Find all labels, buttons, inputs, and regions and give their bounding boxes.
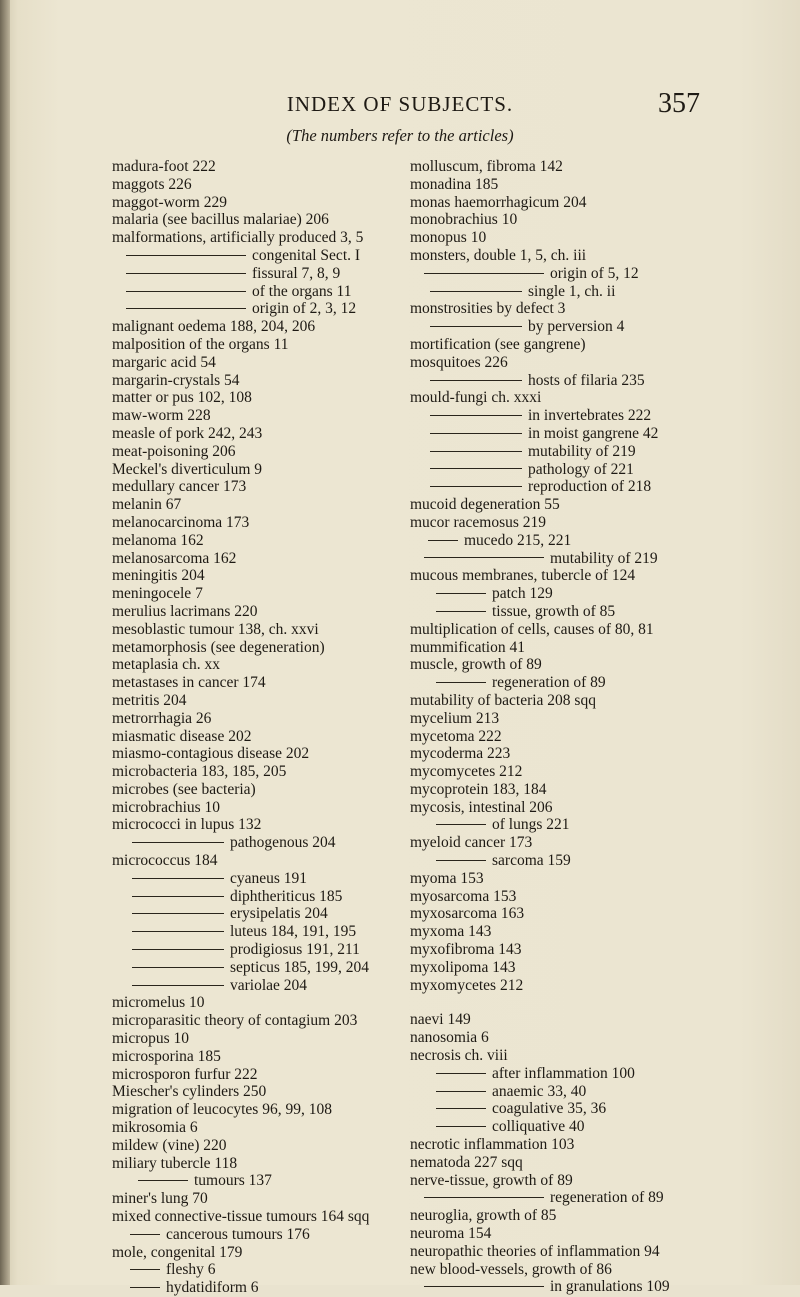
index-entry — [112, 478, 412, 496]
index-entry — [410, 1278, 740, 1296]
index-entry — [410, 1083, 740, 1101]
index-entry-text: miner's lung 70 — [112, 1190, 208, 1208]
index-entry-text: fleshy 6 — [166, 1261, 216, 1279]
index-entry-text: maggots 226 — [112, 175, 192, 193]
index-entry — [112, 745, 412, 763]
index-entry-text: necrotic inflammation 103 — [410, 1136, 575, 1154]
index-entry-text: metamorphosis (see degeneration) — [112, 638, 325, 656]
index-entry-text: mummification 41 — [410, 638, 525, 656]
index-entry — [112, 1208, 412, 1226]
ditto-dash — [424, 273, 544, 274]
index-entry — [410, 977, 740, 995]
index-entry — [112, 585, 412, 603]
index-entry-text: mutability of 219 — [528, 442, 636, 460]
ditto-dash — [436, 1073, 486, 1074]
index-entry-text: malignant oedema 188, 204, 206 — [112, 318, 316, 336]
index-entry-text: measle of pork 242, 243 — [112, 424, 263, 442]
index-entry — [410, 1029, 740, 1047]
index-entry — [410, 229, 740, 247]
index-entry-text: of the organs 11 — [252, 282, 352, 300]
index-entry-text: after inflammation 100 — [492, 1064, 635, 1082]
ditto-dash — [126, 255, 246, 256]
index-entry-text: miasmatic disease 202 — [112, 727, 252, 745]
index-entry — [410, 799, 740, 817]
index-entry — [112, 621, 412, 639]
index-entry-text: of lungs 221 — [492, 816, 570, 834]
index-entry — [112, 194, 412, 212]
index-entry — [112, 639, 412, 657]
index-entry-text: meningocele 7 — [112, 585, 203, 603]
index-entry — [410, 1118, 740, 1136]
index-entry — [112, 1030, 412, 1048]
index-entry — [112, 1244, 412, 1262]
index-entry-text: microsporina 185 — [112, 1047, 221, 1065]
index-column-right — [410, 158, 740, 1296]
index-entry-text: regeneration of 89 — [550, 1189, 664, 1207]
index-entry — [410, 674, 740, 692]
index-entry-text: mikrosomia 6 — [112, 1119, 198, 1137]
index-entry-text: cancerous tumours 176 — [166, 1225, 310, 1243]
index-entry-text: neuroglia, growth of 85 — [410, 1207, 557, 1225]
index-entry — [112, 496, 412, 514]
index-entry-text: monopus 10 — [410, 229, 487, 247]
index-entry-text: metastases in cancer 174 — [112, 674, 266, 692]
index-entry-text: melanocarcinoma 173 — [112, 513, 250, 531]
ditto-dash — [130, 1234, 160, 1235]
index-subtitle: (The numbers refer to the articles) — [286, 126, 514, 145]
index-entry — [112, 1226, 412, 1244]
index-entry-text: mycoderma 223 — [410, 745, 511, 763]
ditto-dash — [126, 308, 246, 309]
index-entry-text: melanin 67 — [112, 496, 182, 514]
index-entry-text: origin of 5, 12 — [550, 264, 639, 282]
index-entry-text: microbacteria 183, 185, 205 — [112, 763, 287, 781]
index-entry-text: monobrachius 10 — [410, 211, 518, 229]
index-entry-text: luteus 184, 191, 195 — [230, 923, 357, 941]
index-entry-text: micromelus 10 — [112, 994, 205, 1012]
index-entry-text: molluscum, fibroma 142 — [410, 158, 563, 175]
index-entry-text: migration of leucocytes 96, 99, 108 — [112, 1101, 332, 1119]
index-entry — [410, 1243, 740, 1261]
index-entry-text: margarin-crystals 54 — [112, 371, 240, 389]
index-entry — [112, 834, 412, 852]
index-entry-text: mould-fungi ch. xxxi — [410, 389, 542, 407]
index-entry-text: sarcoma 159 — [492, 852, 571, 870]
index-entry-text: new blood-vessels, growth of 86 — [410, 1260, 612, 1278]
index-entry — [410, 1172, 740, 1190]
index-entry — [410, 443, 740, 461]
index-entry-text: malposition of the organs 11 — [112, 335, 289, 353]
index-entry — [112, 816, 412, 834]
index-entry — [410, 1207, 740, 1225]
index-entry-text: neuroma 154 — [410, 1225, 492, 1243]
index-entry-text: mildew (vine) 220 — [112, 1136, 227, 1154]
ditto-dash — [130, 1269, 160, 1270]
index-entry-text: reproduction of 218 — [528, 478, 652, 496]
index-entry-text: myxofibroma 143 — [410, 941, 522, 959]
index-entry — [112, 710, 412, 728]
ditto-dash — [436, 682, 486, 683]
ditto-dash — [436, 860, 486, 861]
index-entry — [410, 852, 740, 870]
index-entry-text: nerve-tissue, growth of 89 — [410, 1171, 573, 1189]
index-entry-text: maw-worm 228 — [112, 407, 211, 425]
index-entry — [112, 1101, 412, 1119]
index-entry-text: multiplication of cells, causes of 80, 81 — [410, 620, 654, 638]
index-entry — [112, 532, 412, 550]
index-entry-text: mycelium 213 — [410, 709, 500, 727]
page-number: 357 — [658, 88, 700, 119]
index-entry-text: meningitis 204 — [112, 567, 205, 585]
index-entry — [410, 514, 740, 532]
index-entry-text: mycosis, intestinal 206 — [410, 798, 553, 816]
index-entry-text: microbrachius 10 — [112, 798, 221, 816]
page-binding-shadow — [0, 0, 10, 1285]
ditto-dash — [430, 433, 522, 434]
index-entry-text: micropus 10 — [112, 1030, 190, 1048]
index-entry — [410, 959, 740, 977]
index-entry — [410, 1011, 740, 1029]
ditto-dash — [424, 1197, 544, 1198]
index-entry — [410, 888, 740, 906]
index-entry — [410, 870, 740, 888]
index-entry-text: meat-poisoning 206 — [112, 442, 236, 460]
index-entry-text: mucoid degeneration 55 — [410, 496, 560, 514]
index-entry-text: erysipelatis 204 — [230, 905, 328, 923]
index-entry — [112, 425, 412, 443]
index-entry — [410, 158, 740, 176]
index-entry-text: diphtheriticus 185 — [230, 887, 343, 905]
index-entry — [112, 656, 412, 674]
index-entry — [112, 959, 412, 977]
index-entry-text: mesoblastic tumour 138, ch. xxvi — [112, 620, 319, 638]
index-column-left — [112, 158, 412, 1297]
index-entry-text: monadina 185 — [410, 175, 499, 193]
index-entry — [112, 567, 412, 585]
index-entry-text: malaria (see bacillus malariae) 206 — [112, 211, 329, 229]
index-entry — [112, 674, 412, 692]
ditto-dash — [436, 1108, 486, 1109]
index-entry — [410, 318, 740, 336]
index-entry — [112, 176, 412, 194]
index-entry — [410, 532, 740, 550]
index-entry-text: monstrosities by defect 3 — [410, 300, 566, 318]
index-entry — [112, 870, 412, 888]
index-entry-text: neuropathic theories of inflammation 94 — [410, 1242, 660, 1260]
ditto-dash — [132, 985, 224, 986]
index-entry — [410, 247, 740, 265]
index-entry — [410, 1154, 740, 1172]
index-entry — [410, 461, 740, 479]
index-entry-text: miliary tubercle 118 — [112, 1154, 238, 1172]
ditto-dash — [436, 1091, 486, 1092]
ditto-dash — [424, 557, 544, 558]
ditto-dash — [132, 931, 224, 932]
index-entry-text: anaemic 33, 40 — [492, 1082, 587, 1100]
ditto-dash — [132, 896, 224, 897]
index-entry — [410, 603, 740, 621]
index-entry-text: variolae 204 — [230, 976, 308, 994]
index-entry-text: mixed connective-tissue tumours 164 sqq — [112, 1208, 370, 1226]
ditto-dash — [430, 451, 522, 452]
ditto-dash — [126, 291, 246, 292]
index-entry-text: mucous membranes, tubercle of 124 — [410, 567, 636, 585]
index-entry-text: patch 129 — [492, 585, 553, 603]
index-entry — [410, 941, 740, 959]
index-entry — [112, 1119, 412, 1137]
ditto-dash — [430, 291, 522, 292]
ditto-dash — [436, 611, 486, 612]
index-entry — [410, 194, 740, 212]
index-entry — [112, 728, 412, 746]
index-entry-text: colliquative 40 — [492, 1118, 585, 1136]
ditto-dash — [430, 415, 522, 416]
index-entry-text: tissue, growth of 85 — [492, 602, 616, 620]
index-entry — [112, 407, 412, 425]
index-entry — [410, 478, 740, 496]
index-entry — [410, 496, 740, 514]
index-entry-text: microbes (see bacteria) — [112, 780, 256, 798]
index-entry — [410, 1261, 740, 1279]
index-entry-text: cyaneus 191 — [230, 869, 308, 887]
index-entry-text: pathogenous 204 — [230, 834, 336, 852]
index-entry — [410, 710, 740, 728]
index-entry — [112, 1083, 412, 1101]
index-entry — [410, 585, 740, 603]
index-entry-text: micrococci in lupus 132 — [112, 816, 262, 834]
index-entry — [410, 1225, 740, 1243]
index-entry — [410, 1047, 740, 1065]
index-entry — [410, 176, 740, 194]
index-entry — [410, 745, 740, 763]
ditto-dash — [132, 967, 224, 968]
index-entry-text: monas haemorrhagicum 204 — [410, 193, 587, 211]
index-entry — [410, 923, 740, 941]
index-entry-text: monsters, double 1, 5, ch. iii — [410, 246, 587, 264]
index-entry — [112, 977, 412, 995]
index-entry — [410, 639, 740, 657]
index-entry-text: mortification (see gangrene) — [410, 335, 586, 353]
index-entry — [410, 763, 740, 781]
index-entry-text: medullary cancer 173 — [112, 478, 247, 496]
index-entry — [410, 336, 740, 354]
ditto-dash — [132, 949, 224, 950]
index-entry — [112, 283, 412, 301]
index-entry — [410, 1100, 740, 1118]
index-entry-text: metritis 204 — [112, 691, 187, 709]
index-entry-text: origin of 2, 3, 12 — [252, 300, 357, 318]
ditto-dash — [138, 1180, 188, 1181]
index-entry — [410, 656, 740, 674]
index-entry — [410, 407, 740, 425]
index-entry — [112, 354, 412, 372]
index-entry — [410, 692, 740, 710]
index-entry-text: septicus 185, 199, 204 — [230, 958, 370, 976]
index-entry-text: microparasitic theory of contagium 203 — [112, 1012, 358, 1030]
index-entry-text: in moist gangrene 42 — [528, 424, 659, 442]
index-entry-text: pathology of 221 — [528, 460, 634, 478]
index-entry-text: melanosarcoma 162 — [112, 549, 237, 567]
index-entry — [112, 1279, 412, 1297]
index-entry — [112, 1155, 412, 1173]
index-entry-text: tumours 137 — [194, 1172, 272, 1190]
index-entry — [112, 336, 412, 354]
index-entry — [410, 834, 740, 852]
index-entry-text: margaric acid 54 — [112, 353, 216, 371]
index-entry-text: mucor racemosus 219 — [410, 513, 547, 531]
index-entry — [112, 514, 412, 532]
index-entry-text: nanosomia 6 — [410, 1029, 489, 1047]
ditto-dash — [436, 824, 486, 825]
index-entry — [410, 1065, 740, 1083]
index-entry — [112, 1137, 412, 1155]
ditto-dash — [132, 842, 224, 843]
ditto-dash — [436, 593, 486, 594]
index-entry-text: matter or pus 102, 108 — [112, 389, 252, 407]
index-entry-text: myxoma 143 — [410, 923, 492, 941]
ditto-dash — [132, 878, 224, 879]
index-entry — [112, 550, 412, 568]
index-entry — [112, 923, 412, 941]
index-entry-text: mutability of bacteria 208 sqq — [410, 691, 596, 709]
index-entry-text: nematoda 227 sqq — [410, 1153, 523, 1171]
index-entry — [112, 852, 412, 870]
ditto-dash — [424, 1286, 544, 1287]
index-entry-text: myoma 153 — [410, 869, 484, 887]
index-entry — [410, 354, 740, 372]
ditto-dash — [430, 380, 522, 381]
index-entry — [112, 1048, 412, 1066]
index-entry-text: mycoprotein 183, 184 — [410, 780, 547, 798]
index-entry — [410, 1189, 740, 1207]
index-entry-text: in granulations 109 — [550, 1278, 670, 1296]
index-entry — [410, 816, 740, 834]
index-entry — [112, 603, 412, 621]
index-entry — [410, 283, 740, 301]
index-entry-text: melanoma 162 — [112, 531, 204, 549]
index-entry — [112, 300, 412, 318]
index-entry — [112, 443, 412, 461]
index-entry-text: malformations, artificially produced 3, 5 — [112, 229, 364, 247]
page-title: INDEX OF SUBJECTS. — [286, 92, 514, 116]
page-header — [0, 88, 800, 122]
index-entry — [410, 425, 740, 443]
index-entry — [112, 799, 412, 817]
index-entry — [410, 265, 740, 283]
ditto-dash — [130, 1287, 160, 1288]
index-entry-text: fissural 7, 8, 9 — [252, 264, 341, 282]
index-entry — [112, 888, 412, 906]
index-entry-text: merulius lacrimans 220 — [112, 602, 258, 620]
index-entry — [410, 550, 740, 568]
index-entry — [112, 265, 412, 283]
index-entry — [410, 1136, 740, 1154]
index-entry-text: necrosis ch. viii — [410, 1047, 508, 1065]
index-entry — [112, 1012, 412, 1030]
ditto-dash — [430, 486, 522, 487]
index-entry — [410, 905, 740, 923]
ditto-dash — [430, 326, 522, 327]
index-entry — [112, 318, 412, 336]
index-entry-text: metrorrhagia 26 — [112, 709, 212, 727]
index-entry — [112, 389, 412, 407]
index-entry — [112, 158, 412, 176]
index-entry-text: prodigiosus 191, 211 — [230, 941, 360, 959]
index-entry — [410, 372, 740, 390]
index-entry-text: mutability of 219 — [550, 549, 658, 567]
index-entry-text: madura-foot 222 — [112, 158, 216, 175]
index-entry-text: miasmo-contagious disease 202 — [112, 745, 310, 763]
index-entry-text: regeneration of 89 — [492, 674, 606, 692]
index-entry-text: metaplasia ch. xx — [112, 656, 221, 674]
index-entry-text: congenital Sect. I — [252, 246, 361, 264]
ditto-dash — [428, 540, 458, 541]
index-entry — [112, 461, 412, 479]
index-entry — [410, 567, 740, 585]
ditto-dash — [132, 913, 224, 914]
index-entry — [112, 247, 412, 265]
index-entry-text: naevi 149 — [410, 1011, 471, 1029]
index-entry-text: myeloid cancer 173 — [410, 834, 533, 852]
index-entry — [112, 1261, 412, 1279]
index-entry — [112, 1172, 412, 1190]
index-entry — [112, 994, 412, 1012]
index-entry-text: Miescher's cylinders 250 — [112, 1083, 267, 1101]
index-entry-text: myxomycetes 212 — [410, 976, 524, 994]
index-entry-text: in invertebrates 222 — [528, 407, 652, 425]
index-entry — [410, 389, 740, 407]
index-entry-text: hosts of filaria 235 — [528, 371, 645, 389]
index-entry — [410, 728, 740, 746]
index-entry — [112, 1066, 412, 1084]
index-entry-text: myxosarcoma 163 — [410, 905, 525, 923]
index-entry — [410, 781, 740, 799]
index-entry — [112, 211, 412, 229]
index-entry-text: by perversion 4 — [528, 318, 625, 336]
index-entry-text: mosquitoes 226 — [410, 353, 508, 371]
ditto-dash — [430, 468, 522, 469]
index-entry-text: muscle, growth of 89 — [410, 656, 542, 674]
index-entry — [112, 763, 412, 781]
index-entry — [112, 372, 412, 390]
ditto-dash — [126, 273, 246, 274]
index-entry — [410, 211, 740, 229]
index-entry — [112, 1190, 412, 1208]
index-entry-text: mycomycetes 212 — [410, 763, 523, 781]
index-entry — [112, 229, 412, 247]
index-entry-text: Meckel's diverticulum 9 — [112, 460, 263, 478]
index-entry-text: micrococcus 184 — [112, 852, 218, 870]
index-entry-text: single 1, ch. ii — [528, 282, 616, 300]
index-entry-text: hydatidiform 6 — [166, 1279, 259, 1297]
index-entry-text: mole, congenital 179 — [112, 1243, 243, 1261]
index-entry-text: microsporon furfur 222 — [112, 1065, 258, 1083]
ditto-dash — [436, 1126, 486, 1127]
index-entry-text: mucedo 215, 221 — [464, 531, 572, 549]
index-entry-text: mycetoma 222 — [410, 727, 502, 745]
index-entry — [410, 300, 740, 318]
index-entry-text: coagulative 35, 36 — [492, 1100, 607, 1118]
index-entry — [112, 781, 412, 799]
index-entry — [112, 692, 412, 710]
index-entry — [410, 621, 740, 639]
index-entry — [112, 905, 412, 923]
index-entry — [112, 941, 412, 959]
index-entry-text: maggot-worm 229 — [112, 193, 227, 211]
index-entry-text: myosarcoma 153 — [410, 887, 517, 905]
index-entry-text: myxolipoma 143 — [410, 958, 516, 976]
